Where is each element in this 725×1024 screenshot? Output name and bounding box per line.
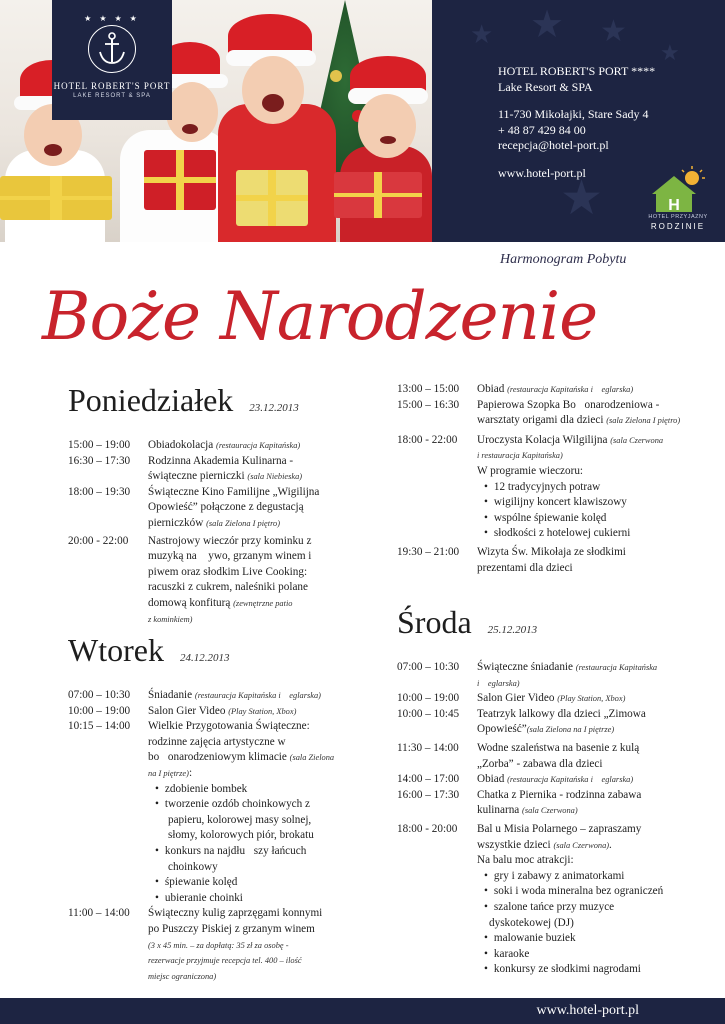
event-time: 13:00 – 15:00 — [397, 383, 460, 395]
schedule-row — [397, 788, 707, 819]
schedule-row — [397, 691, 707, 707]
event-title: Salon Gier Video — [148, 704, 226, 717]
footer-bar — [0, 998, 725, 1024]
schedule-row — [68, 688, 368, 704]
event-time: 10:00 – 10:45 — [397, 707, 460, 720]
schedule-monday — [68, 438, 368, 627]
schedule-row — [397, 433, 707, 542]
gift-box — [144, 150, 216, 210]
logo-stars: ★ ★ ★ ★ — [84, 14, 140, 23]
list-item-cont: słomy, kolorowych piór, brokatu — [168, 829, 314, 842]
svg-text:H: H — [668, 197, 680, 214]
event-time: 18:00 - 22:00 — [397, 433, 458, 446]
event-time: 10:00 – 19:00 — [397, 692, 460, 705]
list-item: • wigilijny koncert klawiszowy — [477, 495, 707, 511]
event-time: 15:00 – 19:00 — [68, 439, 131, 451]
family-logo-line2: RODZINIE — [650, 222, 706, 231]
event-note: i restauracja Kapitańska) — [477, 451, 563, 461]
event-title-cont: Opowieść” połączone z degustacją — [148, 501, 304, 514]
event-time: 16:00 – 17:30 — [397, 788, 460, 801]
schedule-row — [397, 707, 707, 738]
list-item: • soki i woda mineralna bez ograniczeń — [477, 884, 707, 900]
schedule-row — [68, 438, 368, 454]
event-note: (restauracja Kapitańska) — [216, 441, 301, 450]
event-note: (sala Niebieska) — [247, 472, 303, 482]
logo-subtitle: LAKE RESORT & SPA — [73, 93, 151, 99]
list-item: • gry i zabawy z animatorkami — [477, 869, 707, 885]
day-heading-wednesday — [397, 604, 537, 641]
footer-website-link[interactable]: www.hotel-port.pl — [536, 1003, 639, 1018]
list-item-cont: dyskotekowej (DJ) — [489, 916, 574, 929]
schedule-row — [68, 534, 368, 628]
star-decoration: ★ — [600, 15, 627, 48]
day-date: 23.12.2013 — [249, 402, 299, 414]
event-title: Śniadanie — [148, 689, 193, 701]
event-title-cont: domową konfiturą — [148, 596, 231, 609]
list-item: • szalone tańce przy muzyce — [477, 900, 707, 916]
schedule-row: 10:15 – 14:00 Wielkie Przygotowania Świąteczne: rodzinne zajęcia artystyczne w bo onarodzeniowym klimacie (sala Zielona na I piętrze): • zdobienie bombek • tworzenie ozdób choinkowych z papieru, kolorowej masy solnej, słomy, kolorowych piór, brokatu • konkurs na najdłu szy łańcuch choinkowy • śpiewanie kolęd • ubieranie choinki — [68, 719, 368, 906]
anchor-icon — [88, 25, 136, 73]
event-note: z kominkiem) — [148, 614, 193, 624]
event-time: 11:00 – 14:00 — [68, 907, 130, 920]
day-heading-monday — [68, 382, 299, 419]
contact-hotel: HOTEL ROBERT'S PORT **** — [498, 64, 656, 78]
event-title: Papierowa Szopka Bo onarodzeniowa - — [477, 398, 660, 411]
event-title-cont: świąteczne pierniczki — [148, 470, 245, 483]
event-title-cont: racuszki z cukrem, naleśniki polane — [148, 581, 308, 594]
gift-box — [334, 172, 422, 218]
list-item: • ubieranie choinki — [148, 891, 368, 907]
event-time: 10:15 – 14:00 — [68, 720, 131, 733]
contact-email[interactable]: recepcja@hotel-port.pl — [498, 138, 609, 152]
event-note: (zewnętrzne patio — [233, 598, 293, 608]
schedule-row — [68, 704, 368, 720]
event-title-cont: Opowieść” — [477, 723, 527, 736]
schedule-row — [397, 772, 707, 788]
event-title: Wodne szaleństwa na basenie z kulą — [477, 741, 640, 754]
event-note: (Play Station, Xbox) — [557, 694, 626, 704]
day-name: Środa — [397, 604, 472, 640]
schedule-row — [397, 545, 707, 576]
schedule-tuesday — [68, 688, 368, 984]
event-title: Uroczysta Kolacja Wilgilijna — [477, 433, 608, 446]
schedule-row — [68, 906, 368, 984]
event-note: (sala Zielona — [289, 753, 335, 763]
event-title: Bal u Misia Polarnego – zapraszamy — [477, 822, 642, 835]
event-time: 18:00 – 19:30 — [68, 485, 131, 498]
contact-website[interactable]: www.hotel-port.pl — [498, 165, 586, 180]
event-time: 07:00 – 10:30 — [397, 661, 460, 673]
day-date: 25.12.2013 — [487, 624, 538, 636]
schedule-row — [397, 398, 707, 429]
event-note: na I piętrze) — [148, 768, 189, 778]
event-note: (sala Zielona I piętro) — [206, 518, 280, 528]
event-title-cont: wszystkie dzieci — [477, 838, 551, 851]
event-title: Świąteczne śniadanie — [477, 661, 573, 673]
event-title: Chatka z Piernika - rodzinna zabawa — [477, 788, 642, 801]
event-title: Wielkie Przygotowania Świąteczne: — [148, 720, 310, 733]
event-title: Świąteczne Kino Familijne „Wigilijna — [148, 485, 320, 498]
contact-phone: + 48 87 429 84 00 — [498, 122, 586, 137]
list-item: • konkursy ze słodkimi nagrodami — [477, 962, 707, 978]
list-item-cont: choinkowy — [168, 860, 218, 873]
list-item: • karaoke — [477, 947, 707, 963]
event-title-cont: po Puszczy Piskiej z grzanym winem — [148, 922, 315, 935]
schedule-row — [397, 660, 707, 691]
event-note: i  eglarska) — [477, 678, 520, 688]
event-title-cont: bo onarodzeniowym klimacie — [148, 751, 287, 764]
event-title: Obiad — [477, 773, 505, 786]
event-title: Wizyta Św. Mikołaja ze słodkimi — [477, 545, 626, 558]
contact-subtitle: Lake Resort & SPA — [498, 79, 593, 94]
program-label: W programie wieczoru: — [477, 464, 584, 477]
event-title-cont: piwem oraz słodkim Live Cooking: — [148, 565, 308, 578]
schedule-row — [397, 741, 707, 772]
event-title-cont: rodzinne zajęcia artystyczne w — [148, 735, 286, 748]
list-item: • tworzenie ozdób choinkowych z — [148, 797, 368, 813]
event-time: 10:00 – 19:00 — [68, 704, 131, 717]
event-title: Obiad — [477, 383, 505, 395]
schedule-row — [397, 382, 707, 398]
event-time: 16:30 – 17:30 — [68, 454, 131, 467]
day-name: Poniedziałek — [68, 382, 234, 418]
event-title-cont: „Zorba” - zabawa dla dzieci — [477, 757, 603, 770]
event-note: (sala Zielona I piętro) — [606, 416, 681, 426]
logo-name: HOTEL ROBERT'S PORT — [53, 81, 171, 91]
schedule-row: 18:00 - 20:00 Bal u Misia Polarnego – zapraszamy wszystkie dzieci (sala Czerwona). Na balu moc atrakcji: • gry i zabawy z animatorkami • soki i woda mineralna bez ograniczeń • szalone tańce przy muzyce dyskotekowej (DJ) • malowanie buziek • karaoke • konkursy ze słodkimi nagrodami — [397, 822, 707, 978]
day-heading-tuesday — [68, 632, 229, 669]
day-name: Wtorek — [68, 632, 164, 668]
event-time: 11:30 – 14:00 — [397, 741, 459, 754]
event-note: (sala Czerwona — [610, 435, 664, 445]
list-item: • śpiewanie kolęd — [148, 875, 368, 891]
event-note: miejsc ograniczona) — [148, 971, 217, 981]
star-decoration: ★ — [530, 4, 565, 46]
event-note: (3 x 45 min. – za dopłatą: 35 zł za osobę - — [148, 940, 289, 950]
event-title-cont: warsztaty origami dla dzieci — [477, 414, 604, 427]
event-note: (sala Czerwona) — [553, 840, 610, 850]
star-decoration: ★ — [470, 20, 494, 49]
event-time: 18:00 - 20:00 — [397, 822, 458, 835]
day-date: 24.12.2013 — [179, 652, 230, 664]
family-logo-line1: HOTEL PRZYJAZNY — [648, 214, 708, 220]
event-note: (sala Czerwona) — [522, 806, 578, 816]
event-note: (restauracja Kapitańska — [575, 663, 658, 672]
list-item: • konkurs na najdłu szy łańcuch — [148, 844, 368, 860]
list-item: • zdobienie bombek — [148, 782, 368, 798]
event-title: Teatrzyk lalkowy dla dzieci „Zimowa — [477, 707, 646, 720]
gift-box — [0, 176, 112, 220]
list-item: • malowanie buziek — [477, 931, 707, 947]
event-title: Rodzinna Akademia Kulinarna - — [148, 454, 294, 467]
event-title-cont: prezentami dla dzieci — [477, 561, 573, 574]
event-note: rezerwacje przyjmuje recepcja tel. 400 – ilość — [148, 956, 302, 966]
schedule-subtitle: Harmonogram Pobytu — [500, 252, 627, 267]
hotel-logo — [52, 0, 172, 120]
event-title-cont: kulinarna — [477, 804, 520, 817]
event-note: (restauracja Kapitańska i  eglarska) — [507, 775, 634, 785]
event-title-cont: pierniczków — [148, 516, 204, 529]
page-title: Boże Narodzenie — [42, 278, 598, 355]
event-title: Salon Gier Video — [477, 692, 555, 705]
schedule-row — [68, 485, 368, 532]
schedule-tuesday-cont — [397, 382, 707, 576]
gift-box — [236, 170, 308, 226]
contact-address: 11-730 Mikołajki, Stare Sady 4 — [498, 107, 649, 121]
schedule-row — [68, 454, 368, 485]
header-banner — [0, 0, 725, 242]
event-time: 14:00 – 17:00 — [397, 773, 460, 786]
event-note: (sala Zielona na I piętrze) — [526, 725, 615, 735]
event-title: Nastrojowy wieczór przy kominku z — [148, 534, 312, 547]
star-decoration: ★ — [560, 172, 604, 225]
event-note: (restauracja Kapitańska i  eglarska) — [507, 385, 634, 394]
event-time: 20:00 - 22:00 — [68, 534, 129, 547]
event-time: 15:00 – 16:30 — [397, 398, 460, 411]
event-note: (Play Station, Xbox) — [228, 706, 297, 716]
star-decoration: ★ — [660, 40, 680, 65]
contact-info — [498, 64, 655, 181]
event-time: 07:00 – 10:30 — [68, 689, 131, 701]
list-item-cont: papieru, kolorowej masy solnej, — [168, 813, 312, 826]
event-title-cont: muzyką na  ywo, grzanym winem i — [148, 550, 312, 563]
schedule-wednesday — [397, 660, 707, 978]
program-label: Na balu moc atrakcji: — [477, 854, 574, 867]
list-item: • 12 tradycyjnych potraw — [477, 480, 707, 496]
list-item: • słodkości z hotelowej cukierni — [477, 526, 707, 542]
event-title: Obiadokolacja — [148, 439, 214, 451]
list-item: • wspólne śpiewanie kolęd — [477, 511, 707, 527]
event-time: 19:30 – 21:00 — [397, 545, 460, 558]
event-title: Świąteczny kulig zaprzęgami konnymi — [148, 907, 323, 920]
event-note: (restauracja Kapitańska i  eglarska) — [194, 691, 321, 700]
